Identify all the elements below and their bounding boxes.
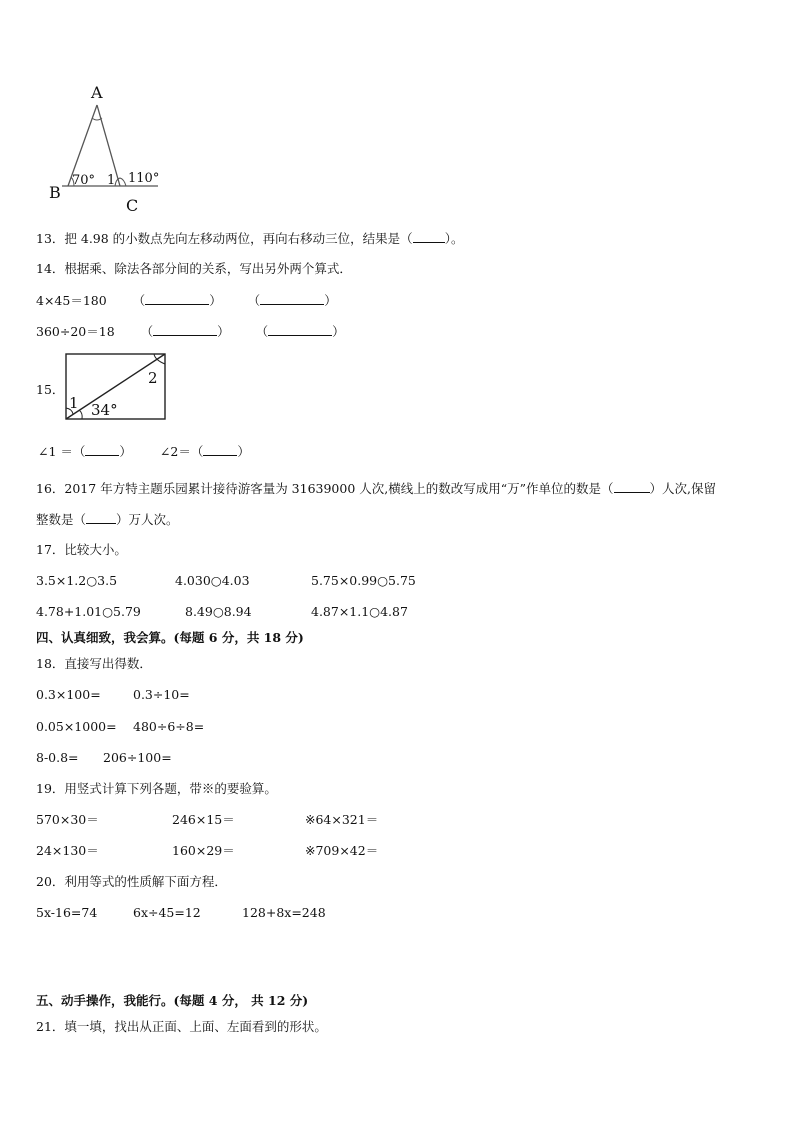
calc-item: ※709×42＝ bbox=[305, 843, 379, 858]
angle-1-label: 1 bbox=[107, 173, 116, 188]
calc-item: 570×30＝ bbox=[36, 812, 99, 827]
equation-item: 6x÷45=12 bbox=[133, 905, 201, 920]
calc-item: 246×15＝ bbox=[172, 812, 235, 827]
calc-item: ※64×321＝ bbox=[305, 812, 379, 827]
calc-item: 0.3×100= bbox=[36, 687, 101, 702]
equation-item: 128+8x=248 bbox=[242, 905, 326, 920]
compare-item: 4.030○4.03 bbox=[175, 573, 250, 588]
answer-blank[interactable] bbox=[260, 292, 324, 305]
equation: 4×45＝180 bbox=[36, 293, 107, 308]
angle-1-label: 1 bbox=[69, 394, 79, 412]
answer-blank[interactable] bbox=[86, 511, 116, 524]
answer-blank[interactable] bbox=[85, 443, 119, 456]
question-17-text: 17．比较大小。 bbox=[36, 542, 127, 557]
question-18-text: 18．直接写出得数． bbox=[36, 656, 152, 671]
vertex-b-label: B bbox=[49, 183, 61, 202]
compare-item: 4.78+1.01○5.79 bbox=[36, 604, 141, 619]
section-4-heading: 四、认真细致，我会算。(每题 6 分，共 18 分) bbox=[36, 630, 304, 645]
angle-b-label: 70° bbox=[72, 173, 96, 188]
calc-item: 0.05×1000= bbox=[36, 719, 117, 734]
compare-item: 3.5×1.2○3.5 bbox=[36, 573, 118, 588]
question-15-number: 15． bbox=[36, 382, 65, 397]
question-15-answers: ∠1 ＝（ ） ∠2＝（ ） bbox=[38, 444, 250, 459]
rectangle-figure bbox=[64, 352, 168, 422]
question-13: 13．把 4.98 的小数点先向左移动两位，再向右移动三位，结果是（ ）。 bbox=[36, 231, 464, 246]
compare-item: 8.49○8.94 bbox=[185, 604, 252, 619]
calc-item: 24×130＝ bbox=[36, 843, 99, 858]
equation: 360÷20＝18 bbox=[36, 324, 115, 339]
answer-blank[interactable] bbox=[203, 443, 237, 456]
answer-blank[interactable] bbox=[145, 292, 209, 305]
triangle-figure bbox=[40, 78, 180, 218]
equation-item: 5x-16=74 bbox=[36, 905, 98, 920]
calc-item: 0.3÷10= bbox=[133, 687, 190, 702]
answer-blank[interactable] bbox=[153, 323, 217, 336]
section-5-heading: 五、动手操作，我能行。(每题 4 分， 共 12 分) bbox=[36, 993, 309, 1008]
answer-blank[interactable] bbox=[268, 323, 332, 336]
question-14-text: 14．根据乘、除法各部分间的关系，写出另外两个算式． bbox=[36, 261, 352, 276]
calc-item: 206÷100= bbox=[103, 750, 172, 765]
answer-blank[interactable] bbox=[413, 230, 445, 243]
question-19-text: 19．用竖式计算下列各题，带※的要验算。 bbox=[36, 781, 277, 796]
vertex-c-label: C bbox=[126, 196, 139, 215]
angle-2-label: 2 bbox=[148, 369, 158, 387]
question-20-text: 20．利用等式的性质解下面方程． bbox=[36, 874, 227, 889]
calc-item: 8-0.8= bbox=[36, 750, 79, 765]
answer-blank[interactable] bbox=[614, 480, 650, 493]
question-21-text: 21．填一填，找出从正面、上面、左面看到的形状。 bbox=[36, 1019, 327, 1034]
question-14-row-1: 4×45＝180 （ ） （ ） bbox=[36, 293, 337, 308]
calc-item: 480÷6÷8= bbox=[133, 719, 205, 734]
angle-ext-label: 110° bbox=[128, 171, 160, 186]
compare-item: 5.75×0.99○5.75 bbox=[311, 573, 416, 588]
question-16-line-1: 16．2017 年方特主题乐园累计接待游客量为 31639000 人次,横线上的数改写成用“万”作单位的数是（ ）人次,保留 bbox=[36, 481, 717, 496]
question-16-line-2: 整数是（ ）万人次。 bbox=[36, 512, 179, 527]
vertex-a-label: A bbox=[91, 83, 103, 102]
question-14-row-2: 360÷20＝18 （ ） （ ） bbox=[36, 324, 345, 339]
compare-item: 4.87×1.1○4.87 bbox=[311, 604, 408, 619]
angle-value-label: 34° bbox=[91, 401, 118, 419]
calc-item: 160×29＝ bbox=[172, 843, 235, 858]
